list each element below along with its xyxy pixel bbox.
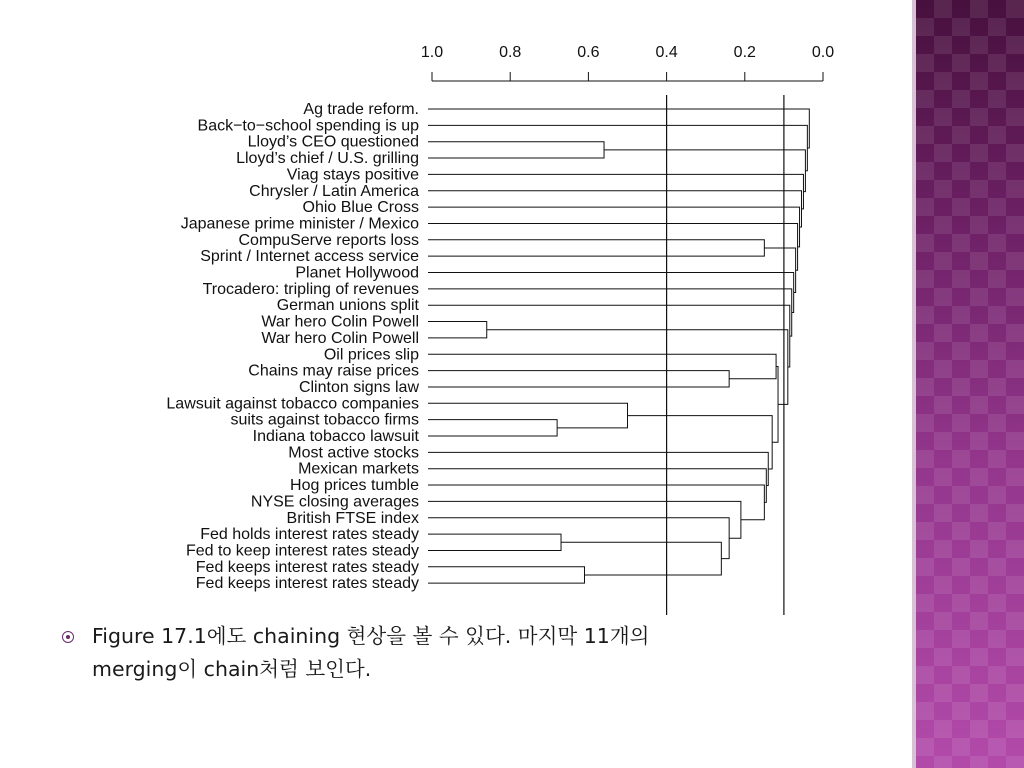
leaf-label: Most active stocks xyxy=(288,444,419,462)
leaf-label: CompuServe reports loss xyxy=(238,231,419,249)
leaf-label: Fed keeps interest rates steady xyxy=(195,575,419,593)
merge-link xyxy=(428,567,584,583)
caption-line-1: Figure 17.1에도 chaining 현상을 볼 수 있다. 마지막 11개의 xyxy=(92,624,650,648)
merge-link xyxy=(428,518,729,559)
leaf-label: Mexican markets xyxy=(298,460,419,478)
leaf-label: Back−to−school spending is up xyxy=(197,117,419,135)
merge-link xyxy=(487,330,788,405)
merge-link xyxy=(428,371,729,387)
merge-link xyxy=(428,273,794,313)
leaf-label: Planet Hollywood xyxy=(295,264,419,282)
merge-link xyxy=(428,354,776,379)
x-tick-label: 1.0 xyxy=(420,44,444,61)
merge-link xyxy=(428,420,557,436)
leaf-label: Fed holds interest rates steady xyxy=(200,526,419,544)
merge-link xyxy=(604,150,805,192)
dendrogram-links xyxy=(428,109,809,583)
leaf-label: Clinton signs law xyxy=(298,378,419,396)
x-axis xyxy=(421,44,834,81)
leaf-labels xyxy=(166,101,419,592)
leaf-label: War hero Colin Powell xyxy=(261,329,419,347)
merge-link xyxy=(428,485,764,520)
leaf-label: Trocadero: tripling of revenues xyxy=(202,280,419,298)
leaf-label: Fed to keep interest rates steady xyxy=(185,542,419,560)
x-tick-label: 0.2 xyxy=(733,44,756,61)
leaf-label: Ohio Blue Cross xyxy=(302,199,419,217)
leaf-label: Lloyd’s chief / U.S. grilling xyxy=(236,150,419,168)
merge-link xyxy=(428,240,764,256)
leaf-label: suits against tobacco firms xyxy=(230,411,419,429)
merge-link xyxy=(428,142,604,158)
leaf-label: Sprint / Internet access service xyxy=(200,248,419,266)
decorative-side-panel xyxy=(912,0,1024,768)
caption-text xyxy=(92,620,882,686)
merge-link xyxy=(428,501,741,538)
leaf-label: German unions split xyxy=(276,297,419,315)
merge-link xyxy=(428,469,766,503)
merge-link xyxy=(428,207,800,247)
merge-link xyxy=(561,542,721,575)
leaf-label: Lloyd’s CEO questioned xyxy=(247,133,419,151)
caption-line-2: merging이 chain처럼 보인다. xyxy=(92,657,372,681)
merge-link xyxy=(628,416,773,469)
merge-link xyxy=(428,534,561,550)
merge-link xyxy=(772,367,778,443)
leaf-label: War hero Colin Powell xyxy=(261,313,419,331)
merge-link xyxy=(764,248,795,293)
merge-link xyxy=(428,289,792,336)
x-tick-label: 0.4 xyxy=(655,44,678,61)
x-tick-label: 0.8 xyxy=(499,44,522,61)
leaf-label: Indiana tobacco lawsuit xyxy=(252,428,419,445)
merge-link xyxy=(428,322,487,338)
x-tick-label: 0.6 xyxy=(577,44,600,61)
circle-bullet-icon xyxy=(62,631,74,643)
leaf-label: Lawsuit against tobacco companies xyxy=(166,395,419,413)
merge-link xyxy=(428,174,803,208)
leaf-label: Chains may raise prices xyxy=(248,362,419,380)
x-tick-label: 0.0 xyxy=(811,44,835,61)
leaf-label: Fed keeps interest rates steady xyxy=(195,558,419,576)
leaf-label: British FTSE index xyxy=(286,509,419,527)
leaf-label: NYSE closing averages xyxy=(250,493,419,511)
leaf-label: Japanese prime minister / Mexico xyxy=(180,215,419,233)
leaf-label: Ag trade reform. xyxy=(303,101,419,118)
merge-link xyxy=(428,403,628,428)
leaf-label: Hog prices tumble xyxy=(290,477,419,495)
leaf-label: Viag stays positive xyxy=(286,166,419,184)
leaf-label: Chrysler / Latin America xyxy=(249,182,419,200)
merge-link xyxy=(428,191,801,227)
merge-link xyxy=(428,125,807,170)
merge-link xyxy=(428,223,798,270)
leaf-label: Oil prices slip xyxy=(323,346,419,364)
merge-link xyxy=(428,305,790,367)
reference-lines xyxy=(667,95,784,615)
